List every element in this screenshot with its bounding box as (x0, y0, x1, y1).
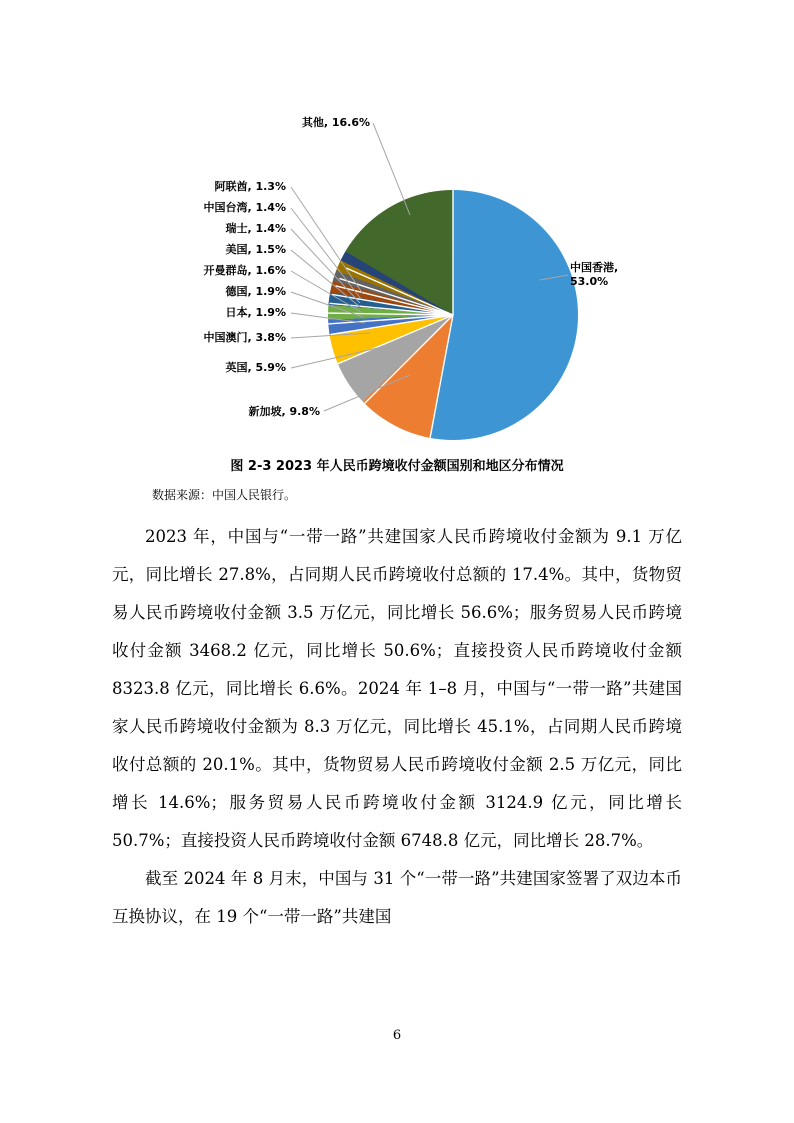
pie-chart (80, 85, 720, 430)
paragraph-1: 2023 年，中国与“一带一路”共建国家人民币跨境收付金额为 9.1 万亿元，同比增长 27.8%，占同期人民币跨境收付总额的 17.4%。其中，货物贸易人民币跨境收付金额 3.5 万亿元，同比增长 56.6%；服务贸易人民币跨境收付金额 3468.2 亿元，同比增长 50.6%；直接投资人民币跨境收付金额 8323.8 亿元，同比增长 6.6%。2024 年 1–8 月，中国与“一带一路”共建国家人民币跨境收付金额为 8.3 万亿元，同比增长 45.1%，占同期人民币跨境收付总额的 20.1%。其中，货物贸易人民币跨境收付金额 2.5 万亿元，同比增长 14.6%；服务贸易人民币跨境收付金额 3124.9 亿元，同比增长 50.7%；直接投资人民币跨境收付金额 6748.8 亿元，同比增长 28.7%。 (112, 527, 682, 850)
paragraph-2: 截至 2024 年 8 月末，中国与 31 个“一带一路”共建国家签署了双边本币互换协议，在 19 个“一带一路”共建国 (112, 869, 682, 926)
body-text (112, 518, 682, 936)
pie-label-macau: 中国澳门, 3.8% (203, 331, 286, 344)
pie-label-switzerland: 瑞士, 1.4% (225, 222, 286, 235)
page-number: 6 (392, 1028, 402, 1043)
pie-label-taiwan: 中国台湾, 1.4% (203, 201, 286, 214)
leader-lines (80, 85, 720, 430)
figure-caption: 图 2-3 2023 年人民币跨境收付金额国别和地区分布情况 (230, 459, 564, 474)
pie-label-japan: 日本, 1.9% (225, 306, 286, 319)
pie-label-germany: 德国, 1.9% (225, 285, 286, 298)
pie-label-singapore: 新加坡, 9.8% (248, 405, 320, 418)
figure-source: 数据来源：中国人民银行。 (152, 488, 297, 502)
pie-label-uk: 英国, 5.9% (225, 361, 286, 374)
pie-label-other: 其他, 16.6% (301, 116, 370, 129)
pie-label-cayman-islands: 开曼群岛, 1.6% (203, 264, 286, 277)
pie-label-uae: 阿联酋, 1.3% (214, 180, 286, 193)
pie-label-hongkong: 中国香港, 53.0% (570, 261, 619, 288)
pie-label-usa: 美国, 1.5% (225, 243, 286, 256)
